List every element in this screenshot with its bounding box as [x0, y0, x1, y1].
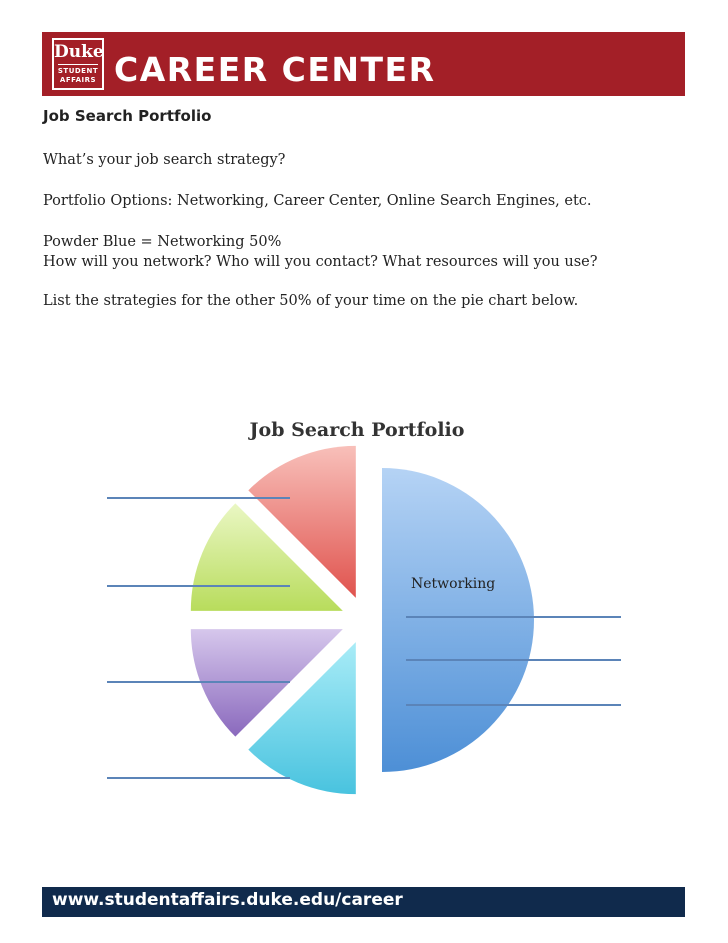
- strategy-question: What’s your job search strategy?: [43, 152, 286, 168]
- powder-blue-note: Powder Blue = Networking 50%: [43, 234, 282, 250]
- logo-divider: [58, 64, 98, 65]
- document-title: Job Search Portfolio: [43, 107, 212, 125]
- footer-url: www.studentaffairs.duke.edu/career: [52, 890, 403, 910]
- portfolio-options: Portfolio Options: Networking, Career Center, Online Search Engines, etc.: [43, 193, 592, 209]
- job-search-pie-chart: [0, 380, 728, 840]
- duke-student-affairs-logo: [52, 38, 104, 90]
- pie-instructions: List the strategies for the other 50% of your time on the pie chart below.: [43, 293, 579, 309]
- chart-title: Job Search Portfolio: [249, 419, 465, 441]
- network-questions: How will you network? Who will you contact? What resources will you use?: [43, 254, 598, 270]
- footer-banner: [42, 887, 685, 917]
- logo-student-text: STUDENT: [57, 67, 99, 75]
- logo-duke-text: Duke: [54, 42, 104, 62]
- networking-slice-label: Networking: [411, 576, 496, 592]
- pie-slice-0: [382, 468, 534, 772]
- header-banner: [42, 32, 685, 96]
- logo-affairs-text: AFFAIRS: [59, 76, 97, 84]
- header-title: CAREER CENTER: [114, 50, 436, 89]
